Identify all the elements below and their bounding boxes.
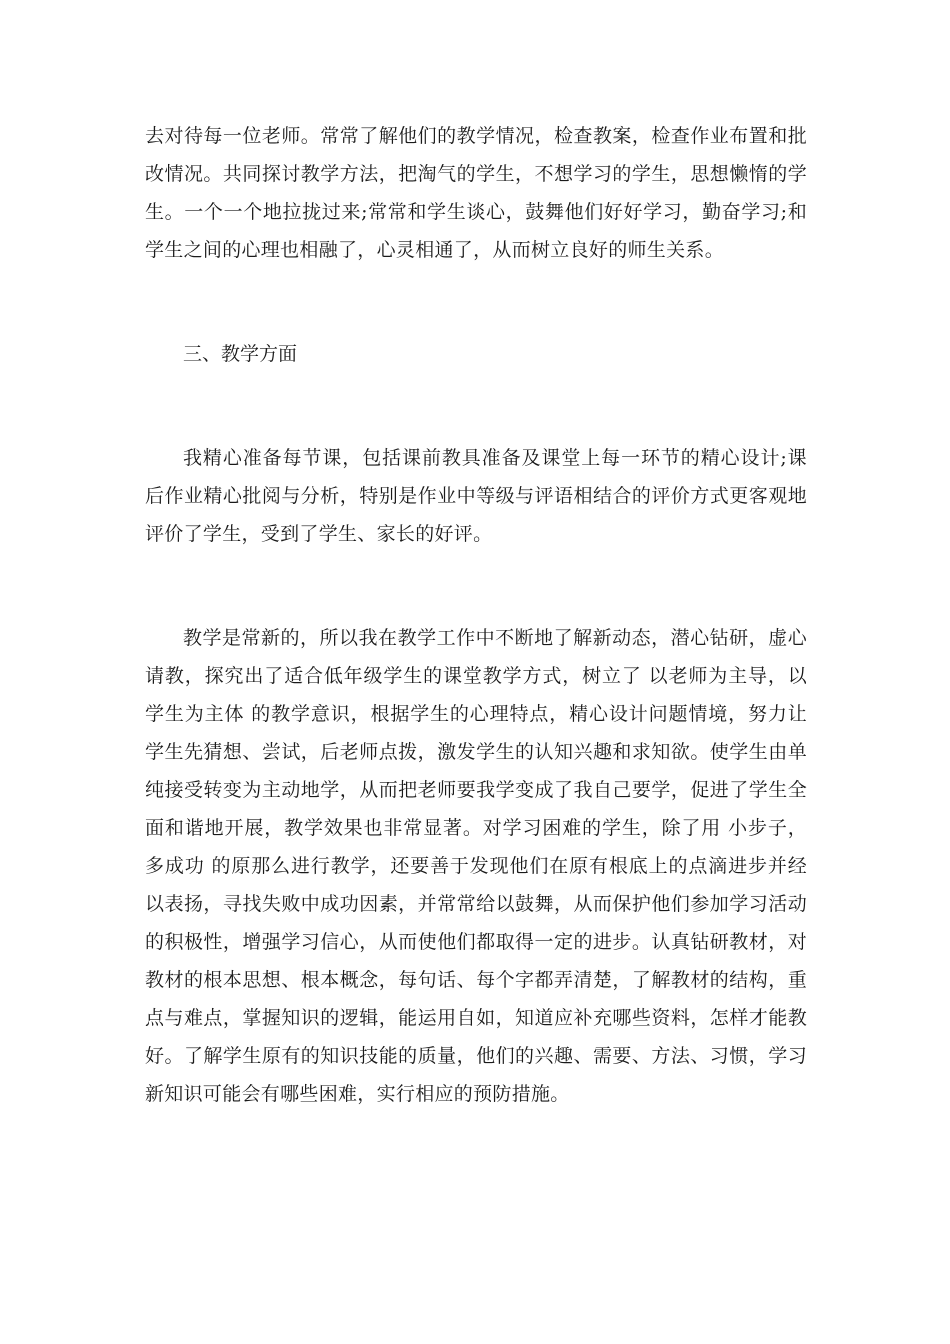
section-heading: 三、教学方面 [183, 343, 298, 365]
document-body [145, 117, 807, 1113]
paragraph-teaching: 教学是常新的，所以我在教学工作中不断地了解新动态，潜心钻研，虚心请教，探究出了适合低年级学生的课堂教学方式，树立了 以老师为主导，以学生为主体 的教学意识，根据学生的心理特点，精心设计问题情境，努力让学生先猜想、尝试，后老师点拨，激发学生的认知兴趣和求知欲。使学生由单纯接受转变为主动地学，从而把老师要我学变成了我自己要学，促进了学生全面和谐地开展，教学效果也非常显著。对学习困难的学生，除了用 小步子，多成功 的原那么进行教学，还要善于发现他们在原有根底上的点滴进步并经以表扬，寻找失败中成功因素，并常常给以鼓舞，从而保护他们参加学习活动的积极性，增强学习信心，从而使他们都取得一定的进步。认真钻研教材，对教材的根本思想、根本概念，每句话、每个字都弄清楚，了解教材的结构，重点与难点，掌握知识的逻辑，能运用自如，知道应补充哪些资料，怎样才能教好。了解学生原有的知识技能的质量，他们的兴趣、需要、方法、习惯，学习新知识可能会有哪些困难，实行相应的预防措施。 [145, 627, 807, 1105]
paragraph-spacer [145, 269, 807, 335]
paragraph-spacer [145, 553, 807, 619]
paragraph-continued: 去对待每一位老师。常常了解他们的教学情况，检查教案，检查作业布置和批改情况。共同探讨教学方法，把淘气的学生，不想学习的学生，思想懒惰的学生。一个一个地拉拢过来;常常和学生谈心，鼓舞他们好好学习，勤奋学习;和学生之间的心理也相融了，心灵相通了，从而树立良好的师生关系。 [145, 125, 807, 261]
paragraph-lesson-prep: 我精心准备每节课，包括课前教具准备及课堂上每一环节的精心设计;课后作业精心批阅与分析，特别是作业中等级与评语相结合的评价方式更客观地评价了学生，受到了学生、家长的好评。 [145, 447, 807, 545]
paragraph-spacer [145, 373, 807, 439]
